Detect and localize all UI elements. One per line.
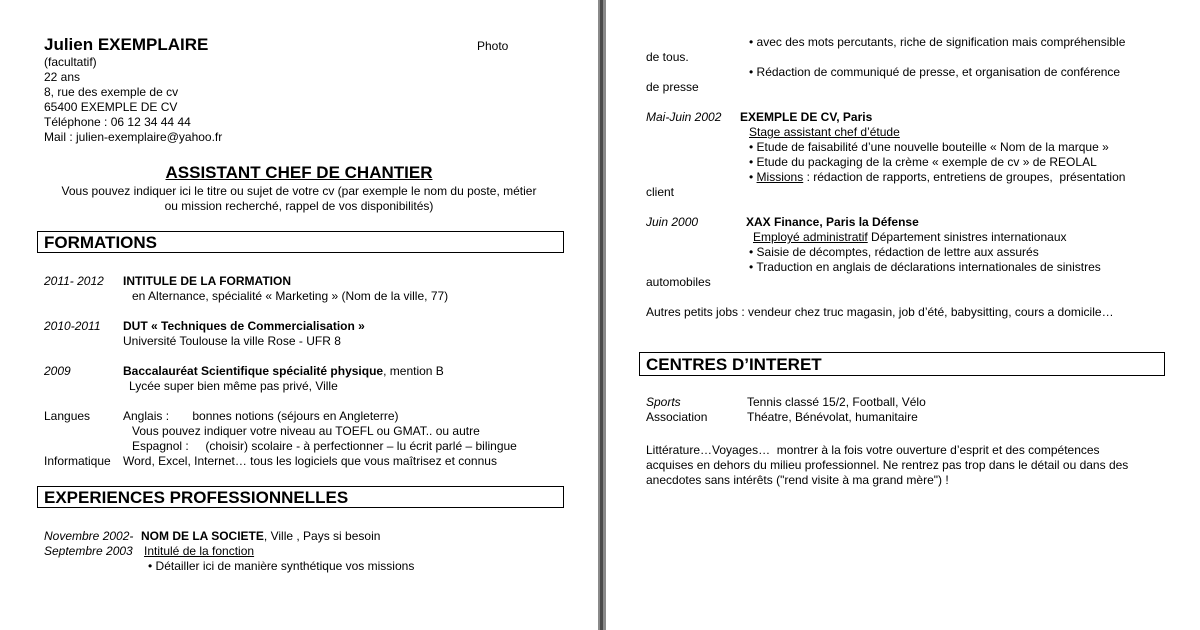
mission-wrap: de tous. [646, 50, 689, 64]
formation-date: 2009 [44, 364, 71, 378]
formation-detail: en Alternance, spécialité « Marketing » (Nom de la ville, 77) [132, 289, 449, 303]
experience-function: Intitulé de la fonction [144, 544, 255, 558]
cv-page-left [0, 0, 598, 630]
experience-bullet-wrap: client [646, 185, 675, 199]
sports-value: Tennis classé 15/2, Football, Vélo [747, 395, 926, 409]
experience-date: Mai-Juin 2002 [646, 110, 722, 124]
sports-label: Sports [646, 395, 681, 409]
langues-espagnol: Espagnol : (choisir) scolaire - à perfectionner – lu écrit parlé – bilingue [132, 439, 517, 453]
cv-page-right [606, 0, 1200, 630]
facultatif-note: (facultatif) [44, 55, 97, 69]
job-description-line-2: ou mission recherché, rappel de vos disponibilités) [164, 199, 434, 213]
mission-wrap: de presse [646, 80, 699, 94]
experience-date-start: Novembre 2002- [44, 529, 134, 543]
experience-role: Employé administratif Département sinistres internationaux [753, 230, 1067, 244]
experience-company: EXEMPLE DE CV, Paris [740, 110, 873, 124]
experience-company: XAX Finance, Paris la Défense [746, 215, 919, 229]
interests-paragraph-line: anecdotes sans intérêts ("rend visite à ma grand mère") ! [646, 473, 949, 487]
formation-title: INTITULE DE LA FORMATION [123, 274, 291, 288]
experience-bullet: • Etude du packaging de la crème « exemple de cv » de REOLAL [749, 155, 1097, 169]
photo-placeholder: Photo [477, 39, 509, 53]
page-gutter [598, 0, 606, 630]
experience-date: Juin 2000 [646, 215, 699, 229]
address: 8, rue des exemple de cv [44, 85, 179, 99]
langues-label: Langues [44, 409, 91, 423]
experience-role: Stage assistant chef d’étude [749, 125, 900, 139]
experience-bullet: • Détailler ici de manière synthétique vos missions [148, 559, 415, 573]
langues-anglais: Anglais : bonnes notions (séjours en Angleterre) [123, 409, 399, 423]
other-jobs: Autres petits jobs : vendeur chez truc magasin, job d’été, babysitting, cours a domicile… [646, 305, 1114, 319]
section-experiences: EXPERIENCES PROFESSIONNELLES [37, 486, 564, 508]
formation-date: 2011- 2012 [44, 274, 104, 288]
section-formations: FORMATIONS [37, 231, 564, 253]
interests-paragraph-line: Littérature…Voyages… montrer à la fois votre ouverture d’esprit et des compétences [646, 443, 1100, 457]
section-centres-interet: CENTRES D’INTERET [639, 352, 1165, 376]
experience-date-end: Septembre 2003 [44, 544, 133, 558]
formation-date: 2010-2011 [44, 319, 101, 333]
experience-bullet-wrap: automobiles [646, 275, 711, 289]
mission-bullet: • Rédaction de communiqué de presse, et organisation de conférence [749, 65, 1121, 79]
experience-company: NOM DE LA SOCIETE, Ville , Pays si besoin [141, 529, 381, 543]
formation-detail: Lycée super bien même pas privé, Ville [129, 379, 338, 393]
informatique-label: Informatique [44, 454, 111, 468]
phone: Téléphone : 06 12 34 44 44 [44, 115, 191, 129]
experience-bullet: • Traduction en anglais de déclarations internationales de sinistres [749, 260, 1101, 274]
experience-bullet: • Missions : rédaction de rapports, entretiens de groupes, présentation [749, 170, 1126, 184]
formation-title: Baccalauréat Scientifique spécialité physique, mention B [123, 364, 444, 378]
formation-title: DUT « Techniques de Commercialisation » [123, 319, 365, 333]
informatique-value: Word, Excel, Internet… tous les logiciels que vous maîtrisez et connus [123, 454, 497, 468]
city: 65400 EXEMPLE DE CV [44, 100, 178, 114]
association-value: Théatre, Bénévolat, humanitaire [747, 410, 918, 424]
interests-paragraph-line: acquises en dehors du milieu professionnel. Ne rentrez pas trop dans le détail ou dans des [646, 458, 1129, 472]
association-label: Association [646, 410, 708, 424]
experience-bullet: • Etude de faisabilité d’une nouvelle bouteille « Nom de la marque » [749, 140, 1109, 154]
job-title: ASSISTANT CHEF DE CHANTIER [165, 163, 433, 182]
mission-bullet: • avec des mots percutants, riche de signification mais compréhensible [749, 35, 1126, 49]
langues-note: Vous pouvez indiquer votre niveau au TOEFL ou GMAT.. ou autre [132, 424, 480, 438]
experience-bullet: • Saisie de décomptes, rédaction de lettre aux assurés [749, 245, 1039, 259]
age: 22 ans [44, 70, 81, 84]
candidate-name: Julien EXEMPLAIRE [44, 35, 209, 54]
formation-detail: Université Toulouse la ville Rose - UFR 8 [123, 334, 341, 348]
email: Mail : julien-exemplaire@yahoo.fr [44, 130, 223, 144]
job-description-line-1: Vous pouvez indiquer ici le titre ou sujet de votre cv (par exemple le nom du poste, métier [61, 184, 537, 198]
